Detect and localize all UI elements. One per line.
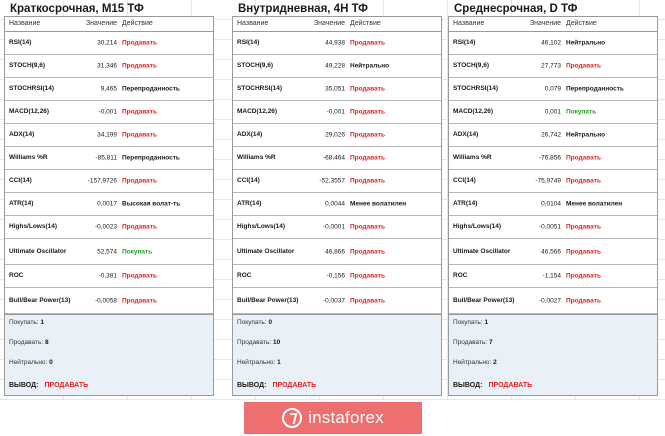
indicator-name: STOCH(9,6) [453, 62, 489, 69]
summary-neutral-label: Нейтрально: [9, 359, 48, 366]
summary-sell-label: Продавать: [9, 339, 44, 346]
header-name: Название [237, 20, 269, 27]
indicator-action: Продавать [350, 177, 385, 185]
indicator-value: -75,9749 [535, 177, 561, 185]
indicator-value: -0,381 [98, 272, 117, 280]
indicator-action: Продавать [566, 272, 601, 280]
indicator-action: Покупать [566, 108, 597, 116]
indicator-name: ATR(14) [237, 200, 262, 207]
indicator-value: 46,566 [541, 248, 561, 255]
summary-neutral [9, 359, 53, 366]
indicator-action: Продавать [566, 223, 601, 231]
indicator-action: Перепроданность [122, 154, 180, 162]
indicator-name: CCI(14) [237, 177, 260, 184]
table-row [233, 170, 441, 193]
indicator-action: Покупать [122, 248, 153, 255]
table-row [233, 216, 441, 239]
summary-conclusion [453, 382, 532, 389]
indicator-name: ADX(14) [9, 131, 35, 138]
indicator-action: Менее волатилен [566, 200, 623, 208]
indicator-name: Highs/Lows(14) [453, 223, 502, 230]
panel-title: Краткосрочная, M15 ТФ [10, 3, 144, 15]
header-action: Действие [350, 20, 381, 27]
summary-neutral-count: 2 [493, 359, 497, 366]
summary-buy [237, 319, 272, 326]
summary-buy-label: Покупать: [237, 319, 267, 326]
indicator-action: Продавать [122, 62, 157, 70]
indicator-name: STOCHRSI(14) [9, 85, 55, 92]
indicator-action: Продавать [566, 177, 601, 185]
indicator-action: Продавать [350, 223, 385, 231]
indicator-name: Bull/Bear Power(13) [237, 296, 299, 304]
indicator-name: CCI(14) [9, 177, 32, 184]
indicator-table [232, 16, 442, 315]
summary-block [4, 315, 214, 396]
conclusion-label: ВЫВОД: [237, 382, 267, 389]
table-row [233, 288, 441, 314]
indicator-value: -52,3557 [319, 177, 345, 185]
indicator-action: Продавать [350, 85, 385, 93]
table-row [449, 101, 657, 124]
table-row [449, 193, 657, 216]
indicator-action: Нейтрально [566, 39, 606, 47]
summary-neutral [237, 359, 281, 366]
indicator-action: Нейтрально [350, 62, 390, 70]
summary-buy-count: 1 [40, 319, 45, 326]
table-row [5, 78, 213, 101]
table-row [5, 193, 213, 216]
indicator-action: Продавать [122, 223, 157, 231]
summary-sell [9, 339, 49, 346]
indicator-name: Williams %R [237, 154, 276, 161]
summary-block [448, 315, 658, 396]
indicator-action: Перепроданность [122, 85, 180, 93]
summary-block [232, 315, 442, 396]
indicator-name: RSI(14) [453, 39, 476, 46]
header-name: Название [453, 20, 485, 27]
table-row [233, 55, 441, 78]
conclusion-value: ПРОДАВАТЬ [488, 382, 533, 389]
header-value: Значение [529, 20, 561, 27]
indicator-value: 44,938 [325, 39, 345, 47]
indicator-action: Продавать [122, 272, 157, 280]
table-row [5, 101, 213, 124]
indicator-value: 29,026 [325, 131, 345, 139]
summary-conclusion [237, 382, 316, 389]
indicator-name: STOCH(9,6) [9, 62, 45, 69]
indicator-value: -1,154 [542, 272, 561, 280]
indicator-value: -0,001 [98, 108, 117, 116]
summary-buy-count: 0 [268, 319, 273, 326]
table-row [5, 32, 213, 55]
indicator-name: ROC [9, 272, 24, 279]
summary-neutral [453, 359, 497, 366]
indicator-value: -76,856 [538, 154, 561, 162]
conclusion-label: ВЫВОД: [453, 382, 483, 389]
table-row [5, 170, 213, 193]
summary-neutral-count: 1 [277, 359, 281, 366]
summary-neutral-count: 0 [49, 359, 53, 366]
summary-neutral-label: Нейтрально: [453, 359, 492, 366]
table-row [5, 147, 213, 170]
indicator-value: 27,773 [541, 62, 561, 70]
header-name: Название [9, 20, 41, 27]
indicator-action: Продавать [122, 177, 157, 185]
indicator-name: MACD(12,26) [453, 108, 494, 115]
indicator-value: 0,079 [544, 85, 561, 93]
indicator-action: Продавать [350, 108, 385, 116]
table-row [233, 239, 441, 265]
indicator-action: Продавать [122, 39, 157, 47]
table-row [5, 55, 213, 78]
conclusion-label: ВЫВОД: [9, 382, 39, 389]
indicator-action: Продавать [350, 39, 385, 47]
instaforex-logo-icon [282, 408, 302, 428]
indicator-action: Продавать [350, 248, 385, 255]
indicator-value: -0,0051 [538, 223, 561, 231]
table-row [449, 170, 657, 193]
conclusion-value: ПРОДАВАТЬ [44, 382, 89, 389]
indicator-name: CCI(14) [453, 177, 476, 184]
indicator-name: Ultimate Oscillator [9, 247, 67, 255]
indicator-value: 46,866 [325, 248, 345, 255]
table-row [233, 265, 441, 288]
indicator-value: 0,001 [544, 108, 561, 116]
instaforex-logo [244, 402, 422, 434]
summary-sell-label: Продавать: [237, 339, 272, 346]
indicator-name: STOCHRSI(14) [237, 85, 283, 92]
indicator-value: -157,9726 [87, 177, 117, 185]
table-row [449, 55, 657, 78]
table-row [449, 216, 657, 239]
indicator-action: Продавать [350, 131, 385, 139]
summary-buy-label: Покупать: [453, 319, 483, 326]
summary-conclusion [9, 382, 88, 389]
indicator-value: 49,228 [325, 62, 345, 70]
indicator-value: -0,156 [326, 272, 345, 280]
indicator-value: 34,199 [97, 131, 117, 139]
indicator-value: 46,102 [541, 39, 561, 47]
summary-sell-count: 10 [273, 339, 281, 346]
indicator-value: -0,0027 [538, 297, 561, 304]
indicator-value: -0,001 [326, 108, 345, 116]
indicator-value: -85,811 [95, 154, 117, 162]
indicator-action: Продавать [566, 154, 601, 162]
indicator-value: -0,0037 [322, 297, 345, 304]
indicator-value: 0,0017 [97, 200, 117, 208]
table-row [449, 288, 657, 314]
indicator-action: Продавать [122, 131, 157, 139]
indicator-name: Williams %R [9, 154, 48, 161]
indicator-value: -68,464 [322, 154, 345, 162]
indicator-name: RSI(14) [9, 39, 32, 46]
summary-buy-label: Покупать: [9, 319, 39, 326]
indicator-name: Highs/Lows(14) [9, 223, 58, 230]
indicator-value: 0,0044 [325, 200, 345, 208]
table-row [449, 32, 657, 55]
table-row [5, 288, 213, 314]
table-row [233, 78, 441, 101]
indicator-name: ATR(14) [9, 200, 34, 207]
indicator-action: Продавать [350, 297, 385, 304]
table-header [233, 17, 441, 32]
summary-sell-label: Продавать: [453, 339, 488, 346]
summary-buy-count: 1 [484, 319, 489, 326]
table-row [449, 147, 657, 170]
indicator-name: ADX(14) [237, 131, 263, 138]
table-header [5, 17, 213, 32]
indicator-value: -0,0001 [322, 223, 345, 231]
summary-sell-count: 7 [489, 339, 493, 346]
table-row [449, 265, 657, 288]
indicator-action: Продавать [122, 297, 157, 304]
indicator-name: ROC [237, 272, 252, 279]
table-row [233, 101, 441, 124]
summary-buy [453, 319, 488, 326]
indicator-value: 9,465 [100, 85, 117, 93]
header-action: Действие [566, 20, 597, 27]
table-row [233, 193, 441, 216]
indicator-name: Ultimate Oscillator [453, 247, 511, 255]
indicator-table [4, 16, 214, 315]
header-value: Значение [85, 20, 117, 27]
indicator-action: Продавать [350, 154, 385, 162]
indicator-name: ATR(14) [453, 200, 478, 207]
table-row [5, 216, 213, 239]
table-row [5, 265, 213, 288]
panel-title: Среднесрочная, D ТФ [454, 3, 578, 15]
indicator-name: Bull/Bear Power(13) [9, 296, 71, 304]
conclusion-value: ПРОДАВАТЬ [272, 382, 317, 389]
indicator-name: Ultimate Oscillator [237, 247, 295, 255]
indicator-value: 35,051 [325, 85, 345, 93]
indicator-name: Highs/Lows(14) [237, 223, 286, 230]
indicator-name: ADX(14) [453, 131, 479, 138]
summary-sell-count: 8 [45, 339, 49, 346]
indicator-name: STOCHRSI(14) [453, 85, 499, 92]
table-row [449, 239, 657, 265]
indicator-action: Продавать [122, 108, 157, 116]
table-header [449, 17, 657, 32]
summary-sell [237, 339, 280, 346]
indicator-action: Перепроданность [566, 85, 624, 93]
summary-buy [9, 319, 44, 326]
logo-wordmark: instaforex [308, 408, 384, 427]
indicator-name: ROC [453, 272, 468, 279]
table-row [449, 78, 657, 101]
header-action: Действие [122, 20, 153, 27]
panel-title: Внутридневная, 4H ТФ [238, 3, 368, 15]
indicator-table [448, 16, 658, 315]
indicator-action: Высокая волат-ть [122, 200, 181, 208]
indicator-action: Продавать [566, 62, 601, 70]
indicator-action: Менее волатилен [350, 200, 407, 208]
indicator-value: -0,0058 [94, 297, 117, 304]
indicator-action: Продавать [350, 272, 385, 280]
table-row [233, 124, 441, 147]
indicator-value: -0,0023 [94, 223, 117, 231]
indicator-value: 31,346 [97, 62, 117, 70]
indicator-name: RSI(14) [237, 39, 260, 46]
indicator-name: Bull/Bear Power(13) [453, 296, 515, 304]
indicator-name: MACD(12,26) [237, 108, 278, 115]
indicator-value: 52,574 [97, 248, 117, 255]
table-row [449, 124, 657, 147]
indicator-value: 26,742 [541, 131, 561, 139]
indicator-value: 30,214 [97, 39, 117, 47]
indicator-name: STOCH(9,6) [237, 62, 273, 69]
table-row [5, 124, 213, 147]
table-row [5, 239, 213, 265]
indicator-name: MACD(12,26) [9, 108, 50, 115]
indicator-action: Продавать [566, 297, 601, 304]
table-row [233, 32, 441, 55]
summary-neutral-label: Нейтрально: [237, 359, 276, 366]
table-row [233, 147, 441, 170]
indicator-name: Williams %R [453, 154, 492, 161]
indicator-action: Нейтрально [566, 131, 606, 139]
indicator-value: 0,0104 [541, 200, 561, 208]
indicator-action: Продавать [566, 248, 601, 255]
summary-sell [453, 339, 493, 346]
header-value: Значение [313, 20, 345, 27]
